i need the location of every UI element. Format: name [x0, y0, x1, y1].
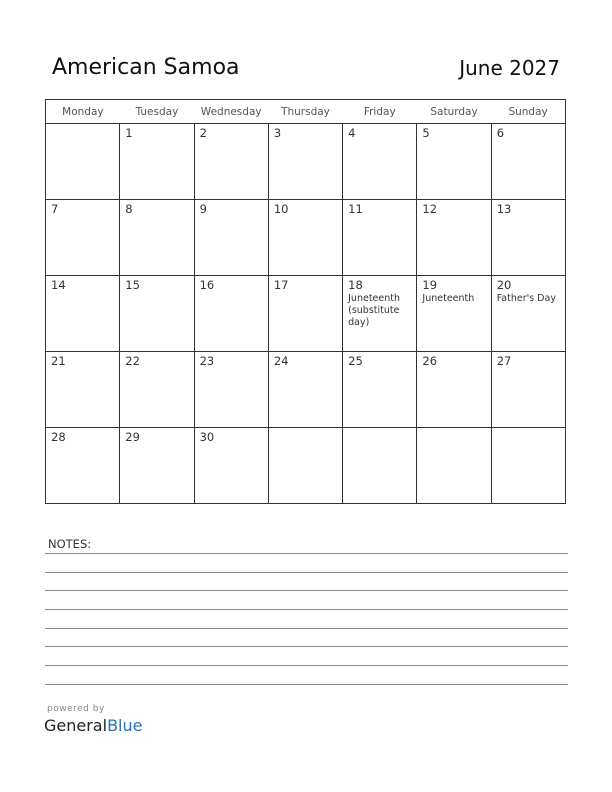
calendar-day-cell: [343, 124, 417, 200]
calendar-week-row: [46, 124, 566, 200]
calendar-day-cell: [268, 124, 342, 200]
calendar-body: [46, 124, 566, 504]
day-number: 19: [422, 278, 438, 292]
calendar-day-cell: [343, 352, 417, 428]
notes-line: [45, 646, 568, 647]
weekday-header: Monday: [46, 100, 120, 124]
calendar-day-cell: [46, 200, 120, 276]
day-number: 12: [422, 202, 438, 216]
calendar-day-cell: [268, 276, 342, 352]
day-number: 18: [348, 278, 363, 292]
day-number: 27: [496, 354, 512, 368]
weekday-header: Saturday: [417, 100, 491, 124]
day-number: 26: [422, 354, 438, 368]
calendar-day-cell: [417, 124, 491, 200]
day-number: 2: [199, 126, 207, 140]
day-number: 7: [51, 202, 59, 216]
calendar-day-cell: [491, 352, 565, 428]
calendar-month-title: June 2027: [459, 56, 560, 80]
notes-line: [45, 628, 568, 629]
day-number: 22: [125, 354, 140, 368]
calendar-day-cell: [491, 124, 565, 200]
calendar-day-cell: [417, 276, 491, 352]
calendar-day-cell: [343, 428, 417, 504]
notes-line: [45, 684, 568, 685]
calendar-day-cell: [120, 124, 194, 200]
calendar-day-cell: [46, 124, 120, 200]
day-number: 29: [125, 430, 140, 444]
day-number: 9: [199, 202, 207, 216]
day-number: 16: [199, 278, 215, 292]
calendar-day-cell: [491, 276, 565, 352]
calendar-day-cell: [194, 124, 268, 200]
calendar-week-row: [46, 200, 566, 276]
day-number: 23: [199, 354, 215, 368]
day-number: 6: [496, 126, 505, 140]
day-number: 3: [273, 126, 282, 140]
holiday-event: Juneteenth: [422, 293, 475, 304]
weekday-header: Tuesday: [120, 100, 194, 124]
day-number: 4: [348, 126, 356, 140]
calendar-day-cell: [194, 352, 268, 428]
calendar-day-cell: [194, 200, 268, 276]
calendar-day-cell: [268, 428, 342, 504]
notes-line: [45, 665, 568, 666]
day-number: 15: [125, 278, 140, 292]
notes-line: [45, 609, 568, 610]
calendar-day-cell: [491, 428, 565, 504]
day-number: 1: [125, 126, 133, 140]
calendar-day-cell: [194, 428, 268, 504]
calendar-day-cell: [417, 200, 491, 276]
calendar-day-cell: [417, 428, 491, 504]
weekday-header: Sunday: [491, 100, 565, 124]
day-number: 5: [422, 126, 430, 140]
brand-blue-text: Blue: [107, 716, 143, 735]
calendar-day-cell: [343, 200, 417, 276]
weekday-header: Thursday: [268, 100, 342, 124]
calendar-week-row: [46, 428, 566, 504]
calendar-day-cell: [194, 276, 268, 352]
day-number: 17: [273, 278, 289, 292]
calendar-day-cell: [417, 352, 491, 428]
day-number: 21: [51, 354, 66, 368]
notes-label: NOTES:: [48, 537, 92, 551]
calendar-day-cell: [268, 352, 342, 428]
calendar-day-cell: [46, 276, 120, 352]
day-number: 14: [51, 278, 66, 292]
brand-general-text: General: [44, 716, 108, 735]
day-number: 8: [125, 202, 133, 216]
powered-by-text: powered by: [47, 704, 105, 714]
day-number: 20: [496, 278, 512, 292]
calendar-day-cell: [46, 352, 120, 428]
calendar-week-row: [46, 276, 566, 352]
calendar-country-title: American Samoa: [52, 55, 240, 80]
notes-line: [45, 572, 568, 573]
calendar-day-cell: [491, 200, 565, 276]
calendar-day-cell: [343, 276, 417, 352]
calendar-day-cell: [120, 352, 194, 428]
day-number: 25: [348, 354, 363, 368]
calendar-day-cell: [120, 276, 194, 352]
calendar-day-cell: [46, 428, 120, 504]
generalblue-logo: [44, 716, 142, 735]
weekday-header-row: [46, 100, 566, 124]
day-number: 13: [496, 202, 512, 216]
calendar-day-cell: [120, 200, 194, 276]
day-number: 28: [51, 430, 66, 444]
holiday-event: Father's Day: [496, 293, 556, 304]
day-number: 24: [273, 354, 289, 368]
day-number: 10: [273, 202, 289, 216]
calendar-day-cell: [268, 200, 342, 276]
notes-line: [45, 590, 568, 591]
calendar-day-cell: [120, 428, 194, 504]
weekday-header: Wednesday: [194, 100, 268, 124]
day-number: 30: [199, 430, 215, 444]
calendar-week-row: [46, 352, 566, 428]
weekday-header: Friday: [343, 100, 417, 124]
holiday-event: Juneteenth (substitute day): [348, 293, 400, 328]
notes-line: [45, 553, 568, 554]
day-number: 11: [348, 202, 363, 216]
calendar-grid: [45, 99, 566, 504]
